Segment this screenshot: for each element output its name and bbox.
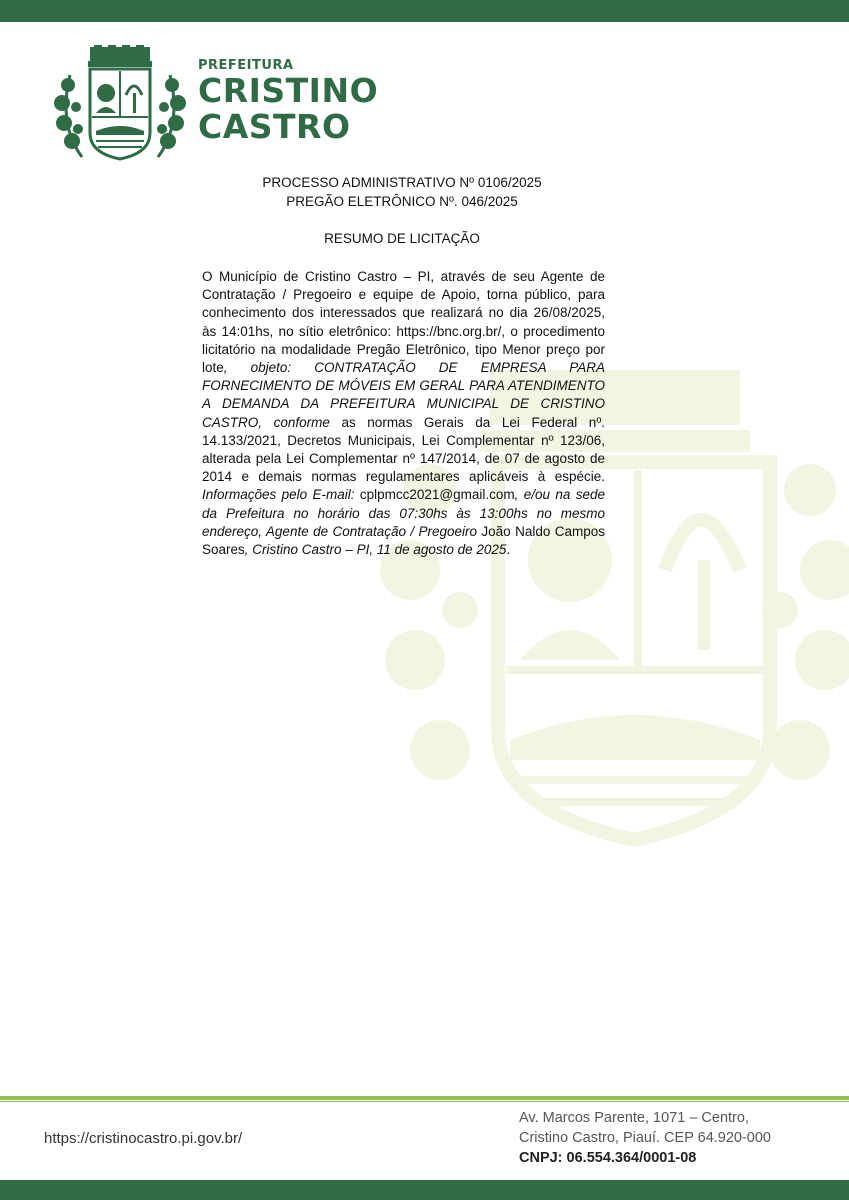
website-link[interactable]: https://cristinocastro.pi.gov.br/ xyxy=(44,1130,243,1147)
top-border-bar xyxy=(0,0,849,22)
body-hours: , e/ou na sede da Prefeitura no horário das 07:30hs às 13:00hs no mesmo endereço, Agente de Contratação / Pregoeiro xyxy=(202,487,606,539)
body-object: , objeto: CONTRATAÇÃO DE EMPRESA PARA FORNECIMENTO DE MÓVEIS EM GERAL PARA ATENDIMENTO A DEMANDA DA PREFEITURA MUNICIPAL DE CRISTINO CASTRO, conforme xyxy=(202,360,605,430)
cnpj-number: CNPJ: 06.554.364/0001-08 xyxy=(519,1150,697,1166)
logo-prefeitura: PREFEITURA xyxy=(198,58,294,73)
address-line-2: Cristino Castro, Piauí. CEP 64.920-000 xyxy=(519,1130,772,1146)
contact-email: cplpmcc2021@gmail.com xyxy=(354,487,515,503)
logo-castro: CASTRO xyxy=(198,107,351,146)
coat-of-arms-icon xyxy=(52,45,187,165)
bottom-border-bar xyxy=(0,1180,849,1200)
body-intro: O Município de Cristino Castro – PI, através de seu Agente de Contratação / Pregoeiro e equipe de Apoio, torna público, para conhecimento dos interessados que realizará no dia 26/08/2025, às 14:01hs, no sítio eletrônico: https://bnc.org.br/, o procedimento licitatório na modalidade Pregão Eletrônico, tipo Menor preço por lote xyxy=(202,269,605,376)
body-info-label: Informações pelo E-mail: xyxy=(202,487,355,503)
agent-name: João Naldo Campos Soares xyxy=(202,523,605,558)
body-place-date: , Cristino Castro – PI, 11 de agosto de 2025 xyxy=(244,542,507,558)
document-header xyxy=(200,173,604,211)
footer-divider xyxy=(0,1096,849,1100)
address-line-1: Av. Marcos Parente, 1071 – Centro, xyxy=(519,1110,749,1126)
auction-number: PREGÃO ELETRÔNICO Nº. 046/2025 xyxy=(286,194,518,209)
process-number: PROCESSO ADMINISTRATIVO Nº 0106/2025 xyxy=(262,175,542,190)
body-legal: as normas Gerais da Lei Federal nº. 14.133/2021, Decretos Municipais, Lei Complementar nº 123/06, alterada pela Lei Complementar nº 147/2014, de 07 de agosto de 2014 e demais normas regulamentares aplicáveis à espécie. xyxy=(202,414,605,485)
logo-cristino: CRISTINO xyxy=(198,71,379,110)
footer-address xyxy=(519,1108,771,1168)
body-period: . xyxy=(506,542,511,558)
municipality-logo-text xyxy=(198,58,378,145)
footer-divider-thin xyxy=(0,1101,849,1102)
document-body xyxy=(202,268,605,559)
document-title: RESUMO DE LICITAÇÃO xyxy=(324,231,480,246)
